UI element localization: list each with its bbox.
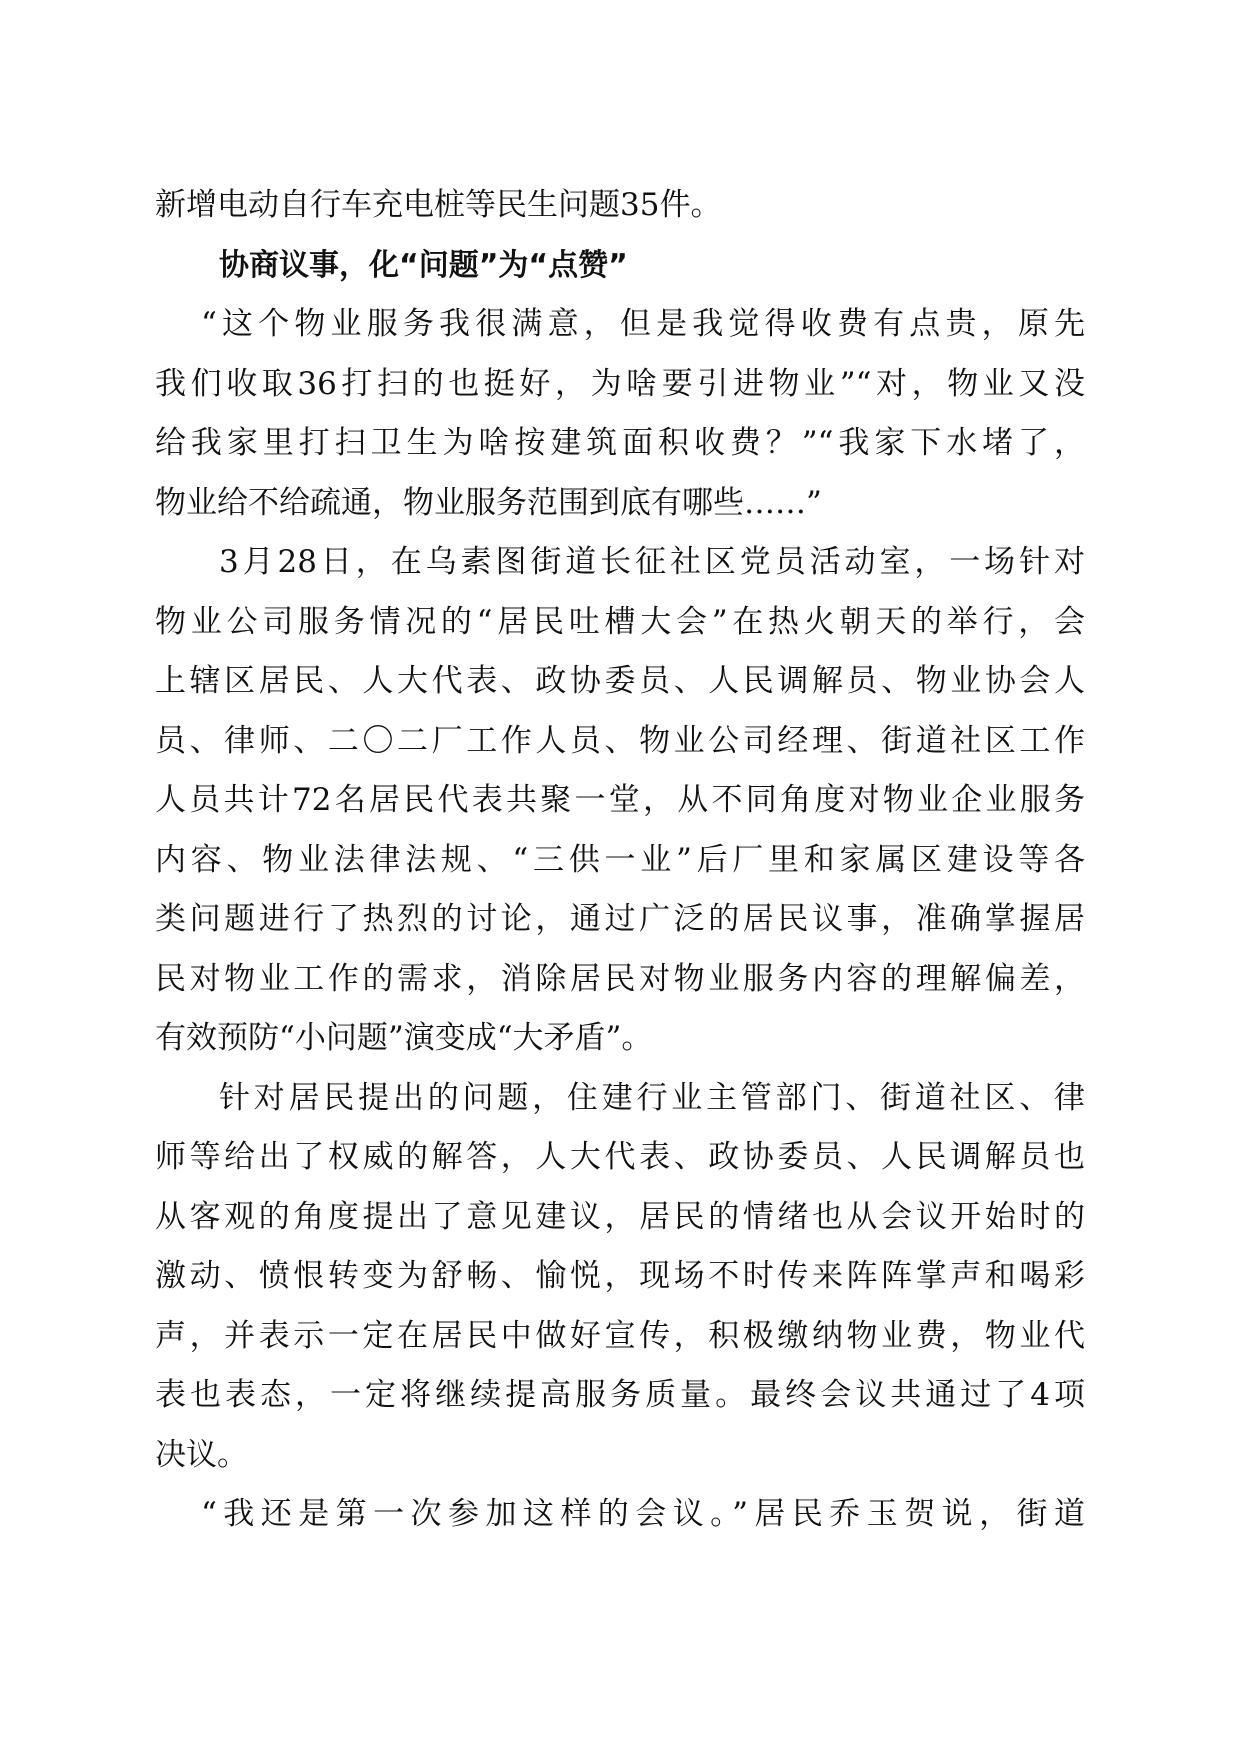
paragraph-line: 人员共计72名居民代表共聚一堂，从不同角度对物业企业服务 — [155, 782, 1085, 818]
paragraph-line: 给我家里打扫卫生为啥按建筑面积收费？”“我家下水堵了， — [155, 425, 1085, 461]
paragraph-line: 新增电动自行车充电桩等民生问题35件。 — [155, 187, 722, 223]
paragraph-line: 声，并表示一定在居民中做好宣传，积极缴纳物业费，物业代 — [155, 1317, 1085, 1354]
paragraph-line: “这个物业服务我很满意，但是我觉得收费有点贵，原先 — [201, 306, 1085, 342]
paragraph-line: 员、律师、二〇二厂工作人员、物业公司经理、街道社区工作 — [155, 722, 1085, 759]
paragraph-line: 有效预防“小问题”演变成“大矛盾”。 — [155, 1020, 653, 1056]
paragraph-line: 3月28日，在乌素图街道长征社区党员活动室，一场针对 — [219, 544, 1085, 580]
paragraph-line: 师等给出了权威的解答，人大代表、政协委员、人民调解员也 — [155, 1139, 1085, 1175]
paragraph-line: 决议。 — [155, 1436, 248, 1473]
paragraph-line: 我们收取36打扫的也挺好，为啥要引进物业”“对，物业又没 — [155, 365, 1085, 402]
paragraph-line: “我还是第一次参加这样的会议。”居民乔玉贺说，街道 — [201, 1496, 1085, 1532]
paragraph-line: 民对物业工作的需求，消除居民对物业服务内容的理解偏差， — [155, 960, 1085, 997]
paragraph-line: 针对居民提出的问题，住建行业主管部门、街道社区、律 — [219, 1079, 1085, 1116]
paragraph-line: 物业给不给疏通，物业服务范围到底有哪些……” — [155, 484, 822, 521]
paragraph-line: 物业公司服务情况的“居民吐槽大会”在热火朝天的举行，会 — [155, 603, 1085, 640]
paragraph-line: 类问题进行了热烈的讨论，通过广泛的居民议事，准确掌握居 — [155, 901, 1085, 937]
section-heading: 协商议事，化“问题”为“点赞” — [219, 247, 628, 283]
document-page — [155, 176, 1085, 1545]
paragraph-line: 表也表态，一定将继续提高服务质量。最终会议共通过了4项 — [155, 1377, 1085, 1413]
paragraph-line: 内容、物业法律法规、“三供一业”后厂里和家属区建设等各 — [155, 841, 1085, 878]
paragraph-line: 从客观的角度提出了意见建议，居民的情绪也从会议开始时的 — [155, 1198, 1085, 1235]
paragraph-line: 上辖区居民、人大代表、政协委员、人民调解员、物业协会人 — [155, 663, 1085, 699]
paragraph-line: 激动、愤恨转变为舒畅、愉悦，现场不时传来阵阵掌声和喝彩 — [155, 1258, 1085, 1294]
